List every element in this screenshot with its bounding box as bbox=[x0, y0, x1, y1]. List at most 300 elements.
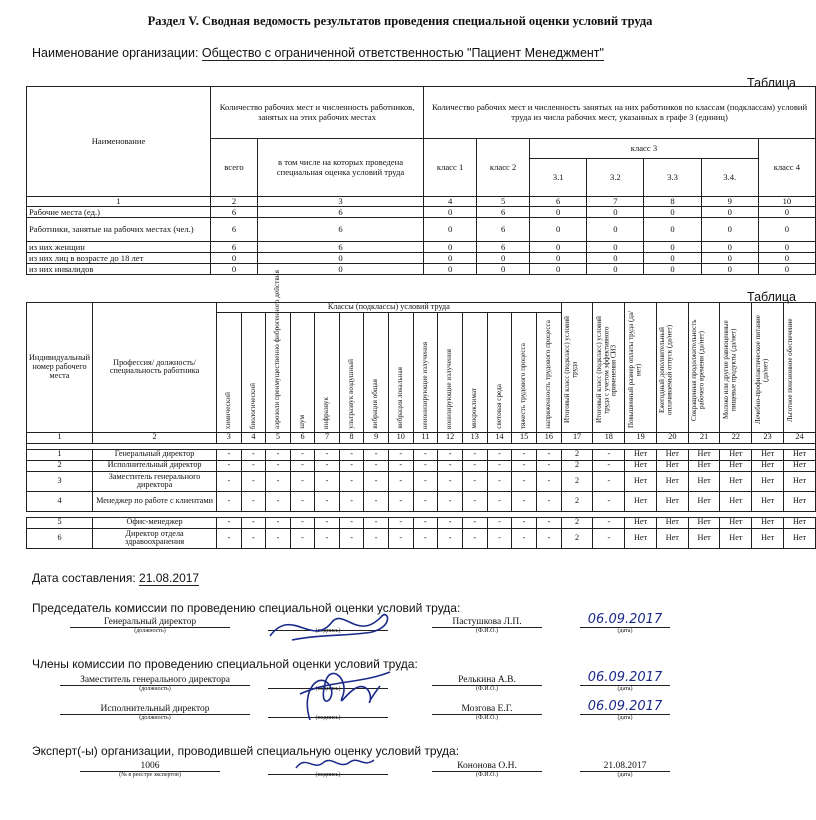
t2-col-number: 13 bbox=[462, 432, 487, 443]
t2-dash-cell: - bbox=[217, 528, 242, 548]
organization-line bbox=[32, 46, 604, 60]
table-row bbox=[27, 242, 816, 253]
t2-siz-class: - bbox=[593, 517, 625, 528]
t2-total-class: 2 bbox=[561, 517, 593, 528]
caption-date: (дата) bbox=[617, 772, 633, 778]
t1-row-name: Работники, занятые на рабочих местах (чел.) bbox=[27, 218, 211, 242]
t2-col-number: 8 bbox=[339, 432, 364, 443]
chair-position: Генеральный директор bbox=[70, 617, 230, 628]
t1-cell: 6 bbox=[257, 242, 423, 253]
t1-cell: 6 bbox=[210, 242, 257, 253]
t2-dash-cell: - bbox=[266, 491, 291, 511]
t1-head-incl: в том числе на которых проведена специальная оценка условий труда bbox=[257, 139, 423, 197]
t2-factor-label: ультразвук воздушный bbox=[346, 359, 355, 429]
t1-cell: 0 bbox=[644, 253, 701, 264]
t2-yes-no: Нет bbox=[625, 471, 657, 491]
t2-factor-label: аэрозоли преимущественно фиброгенного действия bbox=[273, 270, 282, 429]
t2-dash-cell: - bbox=[217, 491, 242, 511]
t2-yes-no: Нет bbox=[656, 491, 688, 511]
t2-factor-label: тяжесть трудового процесса bbox=[519, 342, 528, 429]
t1-cell: 0 bbox=[644, 242, 701, 253]
t1-cell: 0 bbox=[530, 242, 587, 253]
t1-cell: 0 bbox=[530, 264, 587, 275]
t2-dash-cell: - bbox=[413, 471, 438, 491]
t2-dash-cell: - bbox=[364, 491, 389, 511]
t2-dash-cell: - bbox=[413, 491, 438, 511]
t2-right-header bbox=[561, 303, 593, 433]
t2-right-label: Итоговый класс (подкласс) условий труда с учетом эффективного применения СИЗ bbox=[594, 316, 618, 424]
member2-date: 06.09.2017 bbox=[580, 699, 670, 715]
caption-fio: (Ф.И.О.) bbox=[476, 715, 498, 721]
caption-date: (дата) bbox=[617, 715, 633, 721]
expert-heading: Эксперт(-ы) организации, проводившей специальную оценку условий труда: bbox=[32, 744, 460, 758]
table1-label: Таблица bbox=[747, 76, 797, 90]
t2-dash-cell: - bbox=[339, 449, 364, 460]
t2-dash-cell: - bbox=[364, 528, 389, 548]
t1-col-number: 3 bbox=[257, 197, 423, 207]
t1-cell: 0 bbox=[758, 242, 815, 253]
t1-cell: 0 bbox=[424, 218, 477, 242]
t2-right-header bbox=[593, 303, 625, 433]
t2-col-number: 10 bbox=[388, 432, 413, 443]
t2-col-number: 23 bbox=[752, 432, 784, 443]
t2-dash-cell: - bbox=[512, 460, 537, 471]
t2-dash-cell: - bbox=[241, 491, 266, 511]
t2-dash-cell: - bbox=[241, 460, 266, 471]
t2-factor-header bbox=[364, 313, 389, 433]
t2-dash-cell: - bbox=[413, 460, 438, 471]
t1-col-number: 2 bbox=[210, 197, 257, 207]
t2-factor-header bbox=[388, 313, 413, 433]
t2-dash-cell: - bbox=[364, 517, 389, 528]
t2-yes-no: Нет bbox=[720, 517, 752, 528]
t2-dash-cell: - bbox=[413, 449, 438, 460]
t2-factor-header bbox=[290, 313, 315, 433]
t2-total-class: 2 bbox=[561, 460, 593, 471]
t2-factor-label: шум bbox=[297, 415, 306, 429]
t2-yes-no: Нет bbox=[784, 471, 816, 491]
t2-row-id: 1 bbox=[27, 449, 93, 460]
t2-yes-no: Нет bbox=[656, 528, 688, 548]
t2-dash-cell: - bbox=[512, 449, 537, 460]
t2-dash-cell: - bbox=[364, 471, 389, 491]
t2-dash-cell: - bbox=[536, 460, 561, 471]
t1-cell: 0 bbox=[587, 207, 644, 218]
t2-yes-no: Нет bbox=[688, 460, 720, 471]
chair-heading: Председатель комиссии по проведению специальной оценки условий труда: bbox=[32, 601, 461, 615]
table-row bbox=[27, 207, 816, 218]
t1-cell: 0 bbox=[587, 218, 644, 242]
t1-cell: 0 bbox=[701, 242, 758, 253]
t2-dash-cell: - bbox=[241, 528, 266, 548]
t2-yes-no: Нет bbox=[656, 517, 688, 528]
t1-cell: 6 bbox=[210, 218, 257, 242]
t2-col-number: 15 bbox=[512, 432, 537, 443]
t2-factor-header bbox=[512, 313, 537, 433]
t2-dash-cell: - bbox=[487, 471, 512, 491]
member2-name: Мозгова Е.Г. bbox=[432, 704, 542, 715]
t2-yes-no: Нет bbox=[720, 460, 752, 471]
t2-right-label: Льготное пенсионное обеспечение bbox=[785, 318, 794, 422]
t2-dash-cell: - bbox=[487, 460, 512, 471]
caption-fio: (Ф.И.О.) bbox=[476, 686, 498, 692]
t2-factor-label: напряженность трудового процесса bbox=[544, 320, 553, 429]
t2-row-id: 4 bbox=[27, 491, 93, 511]
t2-factor-label: биологический bbox=[248, 382, 257, 429]
t2-yes-no: Нет bbox=[625, 491, 657, 511]
table-row bbox=[27, 471, 816, 491]
t2-factor-header bbox=[217, 313, 242, 433]
t1-col-number: 9 bbox=[701, 197, 758, 207]
t1-cell: 0 bbox=[701, 264, 758, 275]
t2-right-label: Молоко или другие равноценные пищевые продукты (да/нет) bbox=[721, 320, 738, 420]
t1-col-number: 8 bbox=[644, 197, 701, 207]
t2-yes-no: Нет bbox=[688, 491, 720, 511]
t2-dash-cell: - bbox=[462, 491, 487, 511]
t2-row-name: Директор отдела здравоохранения bbox=[93, 528, 217, 548]
t1-row-name: из них инвалидов bbox=[27, 264, 211, 275]
t1-cell: 0 bbox=[644, 207, 701, 218]
t1-cell: 6 bbox=[257, 218, 423, 242]
date-value: 21.08.2017 bbox=[139, 571, 200, 585]
expert-name: Кононова О.Н. bbox=[432, 761, 542, 772]
caption-position: (должность) bbox=[139, 686, 171, 692]
t2-dash-cell: - bbox=[462, 517, 487, 528]
t1-number-row bbox=[27, 197, 816, 207]
t2-row-id: 6 bbox=[27, 528, 93, 548]
caption-signature: (подпись) bbox=[315, 772, 341, 778]
t2-dash-cell: - bbox=[290, 528, 315, 548]
expert-date: 21.08.2017 bbox=[580, 761, 670, 772]
summary-table bbox=[26, 86, 816, 275]
t2-dash-cell: - bbox=[536, 517, 561, 528]
t1-col-number: 4 bbox=[424, 197, 477, 207]
t1-head-c1: класс 1 bbox=[424, 139, 477, 197]
t2-yes-no: Нет bbox=[625, 449, 657, 460]
t2-yes-no: Нет bbox=[752, 528, 784, 548]
t1-col-number: 6 bbox=[530, 197, 587, 207]
caption-signature: (подпись) bbox=[315, 628, 341, 634]
t2-factor-header bbox=[315, 313, 340, 433]
t2-dash-cell: - bbox=[266, 449, 291, 460]
t2-yes-no: Нет bbox=[784, 449, 816, 460]
t2-dash-cell: - bbox=[438, 491, 463, 511]
t2-yes-no: Нет bbox=[625, 517, 657, 528]
t1-cell: 0 bbox=[758, 264, 815, 275]
t1-cell: 0 bbox=[644, 218, 701, 242]
t2-col-number: 17 bbox=[561, 432, 593, 443]
t2-col-number: 9 bbox=[364, 432, 389, 443]
t2-right-header bbox=[752, 303, 784, 433]
t2-dash-cell: - bbox=[413, 517, 438, 528]
t2-total-class: 2 bbox=[561, 528, 593, 548]
t2-yes-no: Нет bbox=[688, 471, 720, 491]
t2-col-number: 21 bbox=[688, 432, 720, 443]
t2-col-number: 16 bbox=[536, 432, 561, 443]
t1-cell: 0 bbox=[530, 207, 587, 218]
t2-head-classes: Классы (подклассы) условий труда bbox=[217, 303, 562, 313]
t1-cell: 0 bbox=[424, 253, 477, 264]
t2-col-number: 24 bbox=[784, 432, 816, 443]
t2-dash-cell: - bbox=[339, 471, 364, 491]
t2-dash-cell: - bbox=[290, 460, 315, 471]
caption-position: (должность) bbox=[134, 628, 166, 634]
t2-row-name: Офис-менеджер bbox=[93, 517, 217, 528]
section-title: Раздел V. Сводная ведомость результатов проведения специальной оценки условий труда bbox=[147, 14, 653, 28]
table-row bbox=[27, 460, 816, 471]
t2-dash-cell: - bbox=[438, 528, 463, 548]
t2-dash-cell: - bbox=[462, 471, 487, 491]
t2-siz-class: - bbox=[593, 528, 625, 548]
member1-name: Релькина А.В. bbox=[432, 675, 542, 686]
t2-yes-no: Нет bbox=[625, 460, 657, 471]
t2-dash-cell: - bbox=[364, 460, 389, 471]
t2-dash-cell: - bbox=[339, 517, 364, 528]
t2-factor-label: химический bbox=[224, 391, 233, 429]
t1-cell: 0 bbox=[424, 242, 477, 253]
t1-head-count: Количество рабочих мест и численность работников, занятых на этих рабочих местах bbox=[210, 87, 423, 139]
t2-yes-no: Нет bbox=[656, 449, 688, 460]
t2-row-id: 2 bbox=[27, 460, 93, 471]
t2-yes-no: Нет bbox=[784, 460, 816, 471]
t2-dash-cell: - bbox=[315, 449, 340, 460]
t2-yes-no: Нет bbox=[752, 449, 784, 460]
t2-dash-cell: - bbox=[266, 460, 291, 471]
t1-cell: 0 bbox=[701, 207, 758, 218]
t2-yes-no: Нет bbox=[688, 517, 720, 528]
t1-head-total: всего bbox=[210, 139, 257, 197]
t2-dash-cell: - bbox=[536, 471, 561, 491]
t2-row-id: 3 bbox=[27, 471, 93, 491]
org-name: Общество с ограниченной ответственностью "Пациент Менеджмент" bbox=[201, 46, 604, 60]
t2-dash-cell: - bbox=[536, 491, 561, 511]
t1-col-number: 10 bbox=[758, 197, 815, 207]
t2-factor-header bbox=[536, 313, 561, 433]
t2-dash-cell: - bbox=[487, 449, 512, 460]
t2-right-label: Сокращенная продолжительность рабочего времени (да/нет) bbox=[690, 319, 706, 421]
t1-cell: 0 bbox=[701, 253, 758, 264]
t2-siz-class: - bbox=[593, 491, 625, 511]
t2-dash-cell: - bbox=[388, 460, 413, 471]
t2-dash-cell: - bbox=[241, 517, 266, 528]
t1-cell: 0 bbox=[210, 253, 257, 264]
t1-cell: 0 bbox=[477, 264, 530, 275]
t2-col-number: 14 bbox=[487, 432, 512, 443]
t1-cell: 0 bbox=[587, 242, 644, 253]
t2-row-id: 5 bbox=[27, 517, 93, 528]
t2-dash-cell: - bbox=[438, 449, 463, 460]
table-row bbox=[27, 218, 816, 242]
date-line bbox=[32, 571, 199, 585]
t1-head-classes: Количество рабочих мест и численность занятых на них работников по классам (подклассам) условий труда из числа рабочих мест, указанных в графе 3 (единиц) bbox=[424, 87, 816, 139]
t2-dash-cell: - bbox=[438, 517, 463, 528]
table-row bbox=[27, 264, 816, 275]
t2-dash-cell: - bbox=[487, 528, 512, 548]
t2-right-header bbox=[656, 303, 688, 433]
t1-cell: 0 bbox=[530, 253, 587, 264]
member1-date: 06.09.2017 bbox=[580, 670, 670, 686]
t2-yes-no: Нет bbox=[720, 491, 752, 511]
t2-dash-cell: - bbox=[487, 491, 512, 511]
t1-head-c3: класс 3 bbox=[530, 139, 759, 159]
t1-cell: 6 bbox=[477, 218, 530, 242]
t2-factor-header bbox=[241, 313, 266, 433]
org-label: Наименование организации: bbox=[32, 46, 199, 60]
t1-col-number: 7 bbox=[587, 197, 644, 207]
t2-dash-cell: - bbox=[462, 528, 487, 548]
t2-col-number: 5 bbox=[266, 432, 291, 443]
t1-head-c4: класс 4 bbox=[758, 139, 815, 197]
expert-signature bbox=[290, 748, 380, 778]
t2-dash-cell: - bbox=[462, 460, 487, 471]
member1-position: Заместитель генерального директора bbox=[60, 675, 250, 686]
t2-right-header bbox=[784, 303, 816, 433]
t1-cell: 0 bbox=[477, 253, 530, 264]
t2-dash-cell: - bbox=[512, 517, 537, 528]
t2-col-number: 19 bbox=[625, 432, 657, 443]
t1-cell: 0 bbox=[758, 207, 815, 218]
t2-dash-cell: - bbox=[266, 471, 291, 491]
t2-factor-label: световая среда bbox=[494, 384, 503, 429]
t1-cell: 6 bbox=[257, 207, 423, 218]
t1-row-name: из них лиц в возрасте до 18 лет bbox=[27, 253, 211, 264]
t2-yes-no: Нет bbox=[688, 528, 720, 548]
t2-siz-class: - bbox=[593, 449, 625, 460]
t2-factor-header bbox=[413, 313, 438, 433]
t2-dash-cell: - bbox=[438, 460, 463, 471]
t2-dash-cell: - bbox=[388, 491, 413, 511]
t2-dash-cell: - bbox=[413, 528, 438, 548]
table2-label: Таблица bbox=[747, 290, 797, 304]
t2-right-label: Ежегодный дополнительный оплачиваемый отпуск (да/нет) bbox=[658, 324, 674, 416]
t1-col-number: 1 bbox=[27, 197, 211, 207]
t2-yes-no: Нет bbox=[752, 517, 784, 528]
t2-right-header bbox=[688, 303, 720, 433]
t1-cell: 0 bbox=[210, 264, 257, 275]
t2-dash-cell: - bbox=[315, 491, 340, 511]
t2-right-header bbox=[720, 303, 752, 433]
t1-cell: 0 bbox=[257, 264, 423, 275]
members-heading: Члены комиссии по проведению специальной оценки условий труда: bbox=[32, 657, 418, 671]
t2-factor-header bbox=[487, 313, 512, 433]
t2-row-name: Генеральный директор bbox=[93, 449, 217, 460]
t2-factor-label: неионизирующие излучения bbox=[420, 341, 429, 429]
caption-signature: (подпись) bbox=[315, 686, 341, 692]
t2-total-class: 2 bbox=[561, 449, 593, 460]
t2-factor-header bbox=[266, 270, 291, 433]
t2-factor-header bbox=[462, 313, 487, 433]
t2-dash-cell: - bbox=[266, 528, 291, 548]
t2-dash-cell: - bbox=[290, 517, 315, 528]
table-row bbox=[27, 517, 816, 528]
member-signature bbox=[280, 650, 400, 730]
t2-total-class: 2 bbox=[561, 471, 593, 491]
t2-col-number: 12 bbox=[438, 432, 463, 443]
t2-dash-cell: - bbox=[536, 449, 561, 460]
t2-siz-class: - bbox=[593, 460, 625, 471]
t1-cell: 0 bbox=[758, 253, 815, 264]
t2-dash-cell: - bbox=[217, 471, 242, 491]
caption-fio: (Ф.И.О.) bbox=[476, 628, 498, 634]
t2-siz-class: - bbox=[593, 471, 625, 491]
t1-cell: 0 bbox=[587, 264, 644, 275]
t2-factor-header bbox=[438, 313, 463, 433]
chair-signature bbox=[262, 596, 402, 652]
t1-row-name: из них женщин bbox=[27, 242, 211, 253]
t2-right-label: Повышенный размер оплаты труда (да/нет) bbox=[626, 311, 642, 429]
t2-head-id: Индивидуальный номер рабочего места bbox=[27, 303, 93, 433]
t2-yes-no: Нет bbox=[784, 528, 816, 548]
date-label: Дата составления: bbox=[32, 571, 136, 585]
t1-row-name: Рабочие места (ед.) bbox=[27, 207, 211, 218]
t1-cell: 0 bbox=[424, 264, 477, 275]
t2-dash-cell: - bbox=[217, 449, 242, 460]
t2-number-row bbox=[27, 432, 816, 443]
table-row bbox=[27, 528, 816, 548]
caption-position: (должность) bbox=[139, 715, 171, 721]
t2-dash-cell: - bbox=[315, 528, 340, 548]
t2-factor-label: инфразвук bbox=[322, 396, 331, 429]
t2-factor-label: вибрация локальная bbox=[395, 367, 404, 429]
caption-signature: (подпись) bbox=[315, 715, 341, 721]
t2-yes-no: Нет bbox=[784, 491, 816, 511]
t1-col-number: 5 bbox=[477, 197, 530, 207]
table-row bbox=[27, 449, 816, 460]
t2-dash-cell: - bbox=[339, 460, 364, 471]
t2-factor-label: ионизирующие излучения bbox=[445, 348, 454, 429]
t2-col-number: 18 bbox=[593, 432, 625, 443]
t1-head-32: 3.2 bbox=[587, 159, 644, 197]
t2-dash-cell: - bbox=[388, 517, 413, 528]
t2-col-number: 7 bbox=[315, 432, 340, 443]
t2-dash-cell: - bbox=[290, 449, 315, 460]
t1-cell: 0 bbox=[257, 253, 423, 264]
t2-col-number: 2 bbox=[93, 432, 217, 443]
chair-date: 06.09.2017 bbox=[580, 612, 670, 628]
t2-dash-cell: - bbox=[388, 471, 413, 491]
t2-dash-cell: - bbox=[290, 491, 315, 511]
t2-yes-no: Нет bbox=[752, 491, 784, 511]
t2-yes-no: Нет bbox=[720, 471, 752, 491]
t2-dash-cell: - bbox=[217, 517, 242, 528]
t2-col-number: 1 bbox=[27, 432, 93, 443]
t1-cell: 6 bbox=[477, 207, 530, 218]
t1-cell: 6 bbox=[210, 207, 257, 218]
t2-yes-no: Нет bbox=[688, 449, 720, 460]
t2-dash-cell: - bbox=[315, 471, 340, 491]
t1-head-c2: класс 2 bbox=[477, 139, 530, 197]
t2-head-prof: Профессия/ должность/ специальность работника bbox=[93, 303, 217, 433]
t1-cell: 0 bbox=[701, 218, 758, 242]
t2-yes-no: Нет bbox=[625, 528, 657, 548]
t1-head-34: 3.4. bbox=[701, 159, 758, 197]
t2-col-number: 6 bbox=[290, 432, 315, 443]
t2-yes-no: Нет bbox=[656, 471, 688, 491]
t2-row-name: Менеджер по работе с клиентами bbox=[93, 491, 217, 511]
t2-dash-cell: - bbox=[266, 517, 291, 528]
t1-cell: 6 bbox=[477, 242, 530, 253]
t2-dash-cell: - bbox=[462, 449, 487, 460]
t2-factor-label: вибрация общая bbox=[371, 379, 380, 429]
member2-position: Исполнительный директор bbox=[60, 704, 250, 715]
t2-dash-cell: - bbox=[364, 449, 389, 460]
t2-dash-cell: - bbox=[512, 528, 537, 548]
t2-dash-cell: - bbox=[339, 528, 364, 548]
caption-reg: (№ в реестре экспертов) bbox=[119, 772, 181, 778]
t2-yes-no: Нет bbox=[752, 460, 784, 471]
t1-cell: 0 bbox=[424, 207, 477, 218]
t2-dash-cell: - bbox=[438, 471, 463, 491]
